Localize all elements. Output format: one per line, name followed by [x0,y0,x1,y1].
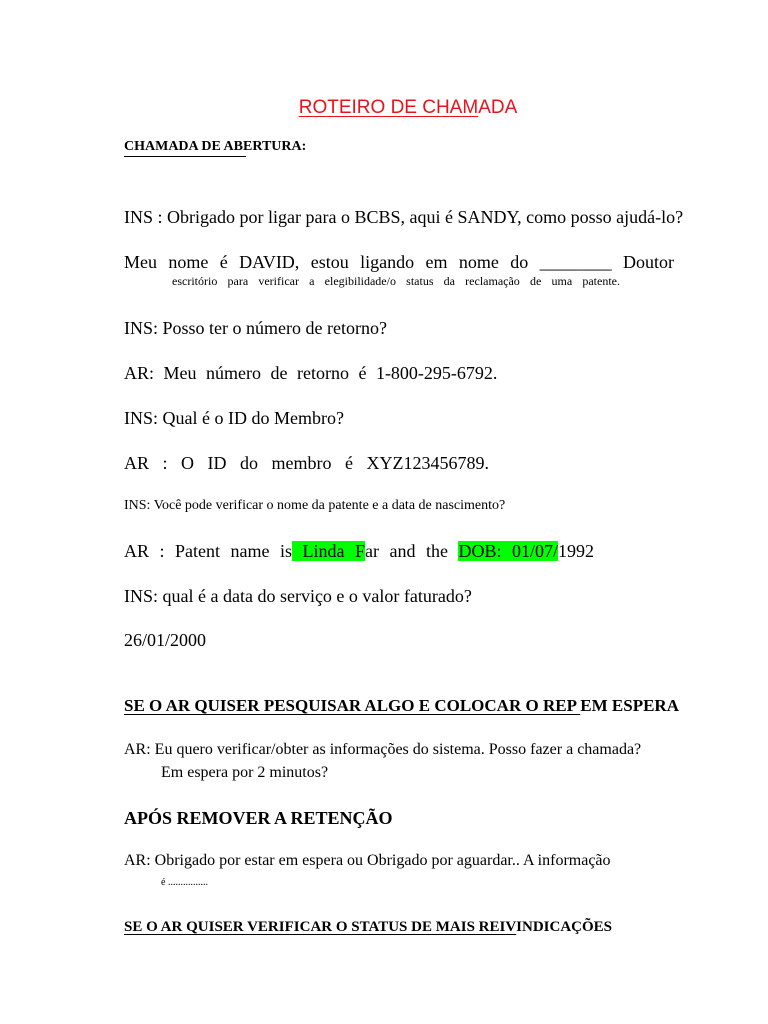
hold-section-heading [124,696,679,716]
claims-heading-rest: INDICAÇÕES [516,919,613,935]
ins-member-question: INS: Qual é o ID do Membro? [124,408,344,428]
ins-greeting: INS : Obrigado por ligar para o BCBS, aqui é SANDY, como posso ajudá-lo? [124,207,684,227]
patient-text-1: AR : Patent name is [124,541,292,561]
ins-callback-question: INS: Posso ter o número de retorno? [124,318,387,338]
hold-heading-underlined: SE O AR QUISER PESQUISAR ALGO E COLOCAR O REP [124,696,581,715]
hold-line-1: AR: Eu quero verificar/obter as informações do sistema. Posso fazer a chamada? [124,741,642,758]
claims-heading-underlined: SE O AR QUISER VERIFICAR O STATUS DE MAIS REIV [124,919,517,935]
ar-intro: Meu nome é DAVID, estou ligando em nome do ________ Doutor [124,252,674,272]
hold-line-2: Em espera por 2 minutos? [161,764,329,781]
service-date: 26/01/2000 [124,630,207,650]
ar-intro-continued: escritório para verificar a elegibilidade/o status da reclamação de uma patente. [172,274,620,288]
after-line-1: AR: Obrigado por estar em espera ou Obrigado por aguardar.. A informação [124,852,611,869]
title-rest: ADA [478,97,518,118]
after-section-heading: APÓS REMOVER A RETENÇÃO [124,808,393,828]
page-title [0,97,768,119]
after-line-2: é ................ [161,877,208,888]
section-subheading: CHAMADA DE ABERTURA: [124,139,307,154]
ar-member-answer: AR : O ID do membro é XYZ123456789. [124,453,489,473]
subheading-underline [124,156,246,157]
patient-text-2: ar and the [364,541,459,561]
hold-heading-rest: EM ESPERA [580,696,679,715]
patient-text-3: 1992 [557,541,594,561]
highlight-patient-name: Linda F [291,541,365,561]
claims-section-heading [124,919,612,936]
highlight-dob: DOB: 01/07/ [458,541,558,561]
ins-verify-question: INS: Você pode verificar o nome da patente e a data de nascimento? [124,498,506,513]
ins-service-question: INS: qual é a data do serviço e o valor faturado? [124,586,472,606]
ar-patient-answer [124,541,594,562]
ar-callback-answer: AR: Meu número de retorno é 1-800-295-6792. [124,363,498,383]
title-underlined: ROTEIRO DE CHAM [298,97,479,118]
